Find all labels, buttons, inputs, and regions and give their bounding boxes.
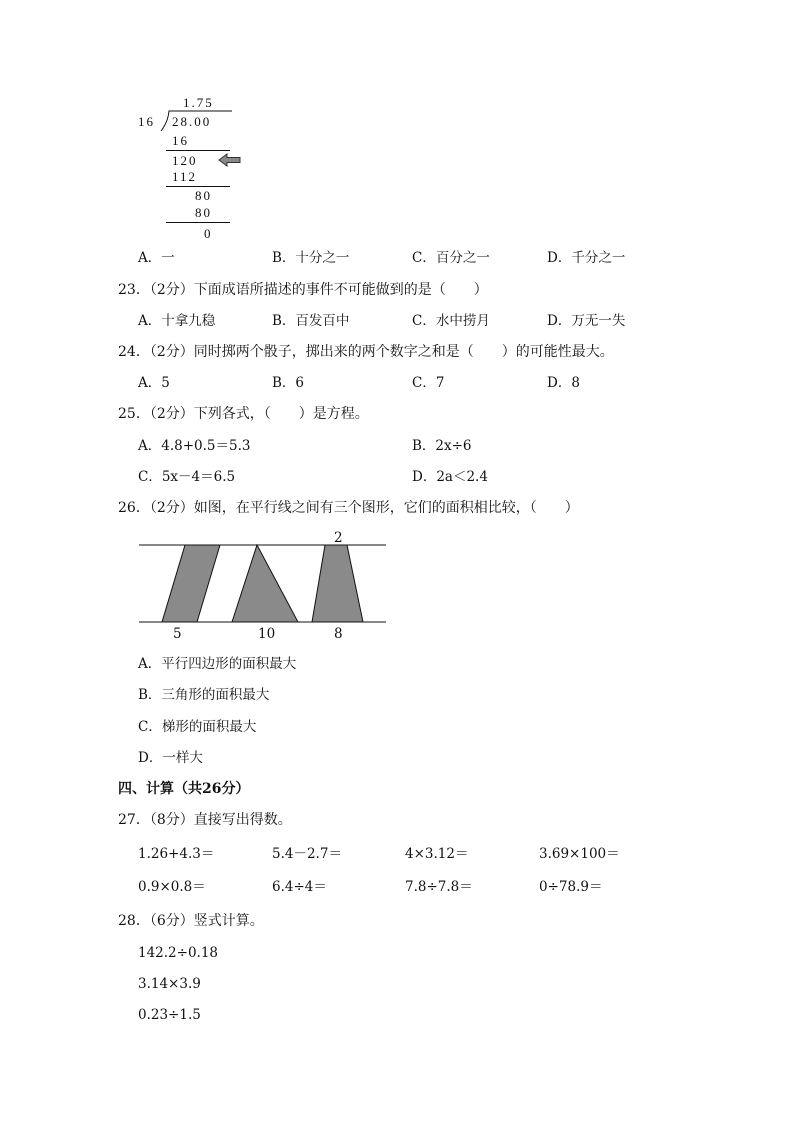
division-divisor: 16 (138, 114, 155, 129)
q23-option-c[interactable]: C．水中捞月 (412, 313, 490, 329)
q22-option-d[interactable]: D．千分之一 (547, 250, 626, 266)
division-quotient: 1.75 (183, 95, 214, 110)
q25-option-b[interactable]: B．2x÷6 (412, 438, 472, 454)
division-step: 80 (195, 188, 212, 203)
parallelogram-shape (162, 545, 220, 622)
division-step: 80 (195, 205, 212, 220)
division-step: 0 (204, 226, 213, 241)
q27-item: 7.8÷7.8＝ (405, 879, 473, 895)
q27-item: 1.26+4.3＝ (138, 846, 215, 862)
q23-option-a[interactable]: A．十拿九稳 (138, 313, 216, 329)
q27-item: 5.4－2.7＝ (272, 846, 342, 862)
q26-option-a[interactable]: A．平行四边形的面积最大 (138, 656, 297, 672)
q22-option-b[interactable]: B．十分之一 (272, 250, 350, 266)
q25-option-a[interactable]: A．4.8+0.5＝5.3 (138, 438, 251, 454)
division-rule (166, 150, 230, 151)
q28-item: 0.23÷1.5 (138, 1007, 201, 1023)
q25-option-d[interactable]: D．2a＜2.4 (412, 469, 488, 485)
q26-stem: 26．（2分）如图，在平行线之间有三个图形，它们的面积相比较，（ ） (118, 500, 579, 516)
q25-option-c[interactable]: C．5x－4＝6.5 (138, 469, 236, 485)
q24-option-a[interactable]: A．5 (138, 375, 170, 391)
figure-label-top: 2 (334, 530, 343, 546)
q26-option-c[interactable]: C．梯形的面积最大 (138, 719, 257, 735)
triangle-shape (232, 545, 298, 622)
q24-stem: 24．（2分）同时掷两个骰子，掷出来的两个数字之和是（ ）的可能性最大。 (118, 344, 614, 360)
figure-label-trapezoid: 8 (334, 626, 343, 642)
q28-item: 142.2÷0.18 (138, 945, 219, 961)
q23-option-d[interactable]: D．万无一失 (547, 313, 626, 329)
section-heading: 四、计算（共26分） (118, 781, 250, 797)
q28-item: 3.14×3.9 (138, 976, 201, 992)
figure-label-triangle: 10 (258, 626, 276, 642)
division-dividend: 28.00 (172, 114, 212, 129)
q26-option-b[interactable]: B．三角形的面积最大 (138, 687, 270, 703)
q27-item: 0.9×0.8＝ (138, 879, 206, 895)
division-step: 120 (172, 153, 198, 168)
q22-option-c[interactable]: C．百分之一 (412, 250, 490, 266)
q22-option-a[interactable]: A．一 (138, 250, 175, 266)
q27-item: 6.4÷4＝ (272, 879, 327, 895)
q25-stem: 25．（2分）下列各式，（ ）是方程。 (118, 406, 369, 422)
q27-stem: 27．（8分）直接写出得数。 (118, 812, 292, 828)
q27-item: 4×3.12＝ (405, 846, 469, 862)
left-arrow-icon (218, 152, 242, 168)
q27-item: 0÷78.9＝ (539, 879, 603, 895)
q28-stem: 28．（6分）竖式计算。 (118, 913, 264, 929)
q24-option-c[interactable]: C．7 (412, 375, 445, 391)
q23-stem: 23．（2分）下面成语所描述的事件不可能做到的是（ ） (118, 282, 488, 298)
division-step: 112 (172, 169, 198, 184)
division-step: 16 (172, 133, 189, 148)
figure-label-parallelogram: 5 (173, 626, 182, 642)
q24-option-b[interactable]: B．6 (272, 375, 305, 391)
division-rule (166, 222, 230, 223)
q27-item: 3.69×100＝ (539, 846, 620, 862)
division-rule (166, 186, 230, 187)
trapezoid-shape (312, 545, 363, 622)
q26-option-d[interactable]: D．一样大 (138, 750, 203, 766)
q23-option-b[interactable]: B．百发百中 (272, 313, 350, 329)
q24-option-d[interactable]: D．8 (547, 375, 580, 391)
